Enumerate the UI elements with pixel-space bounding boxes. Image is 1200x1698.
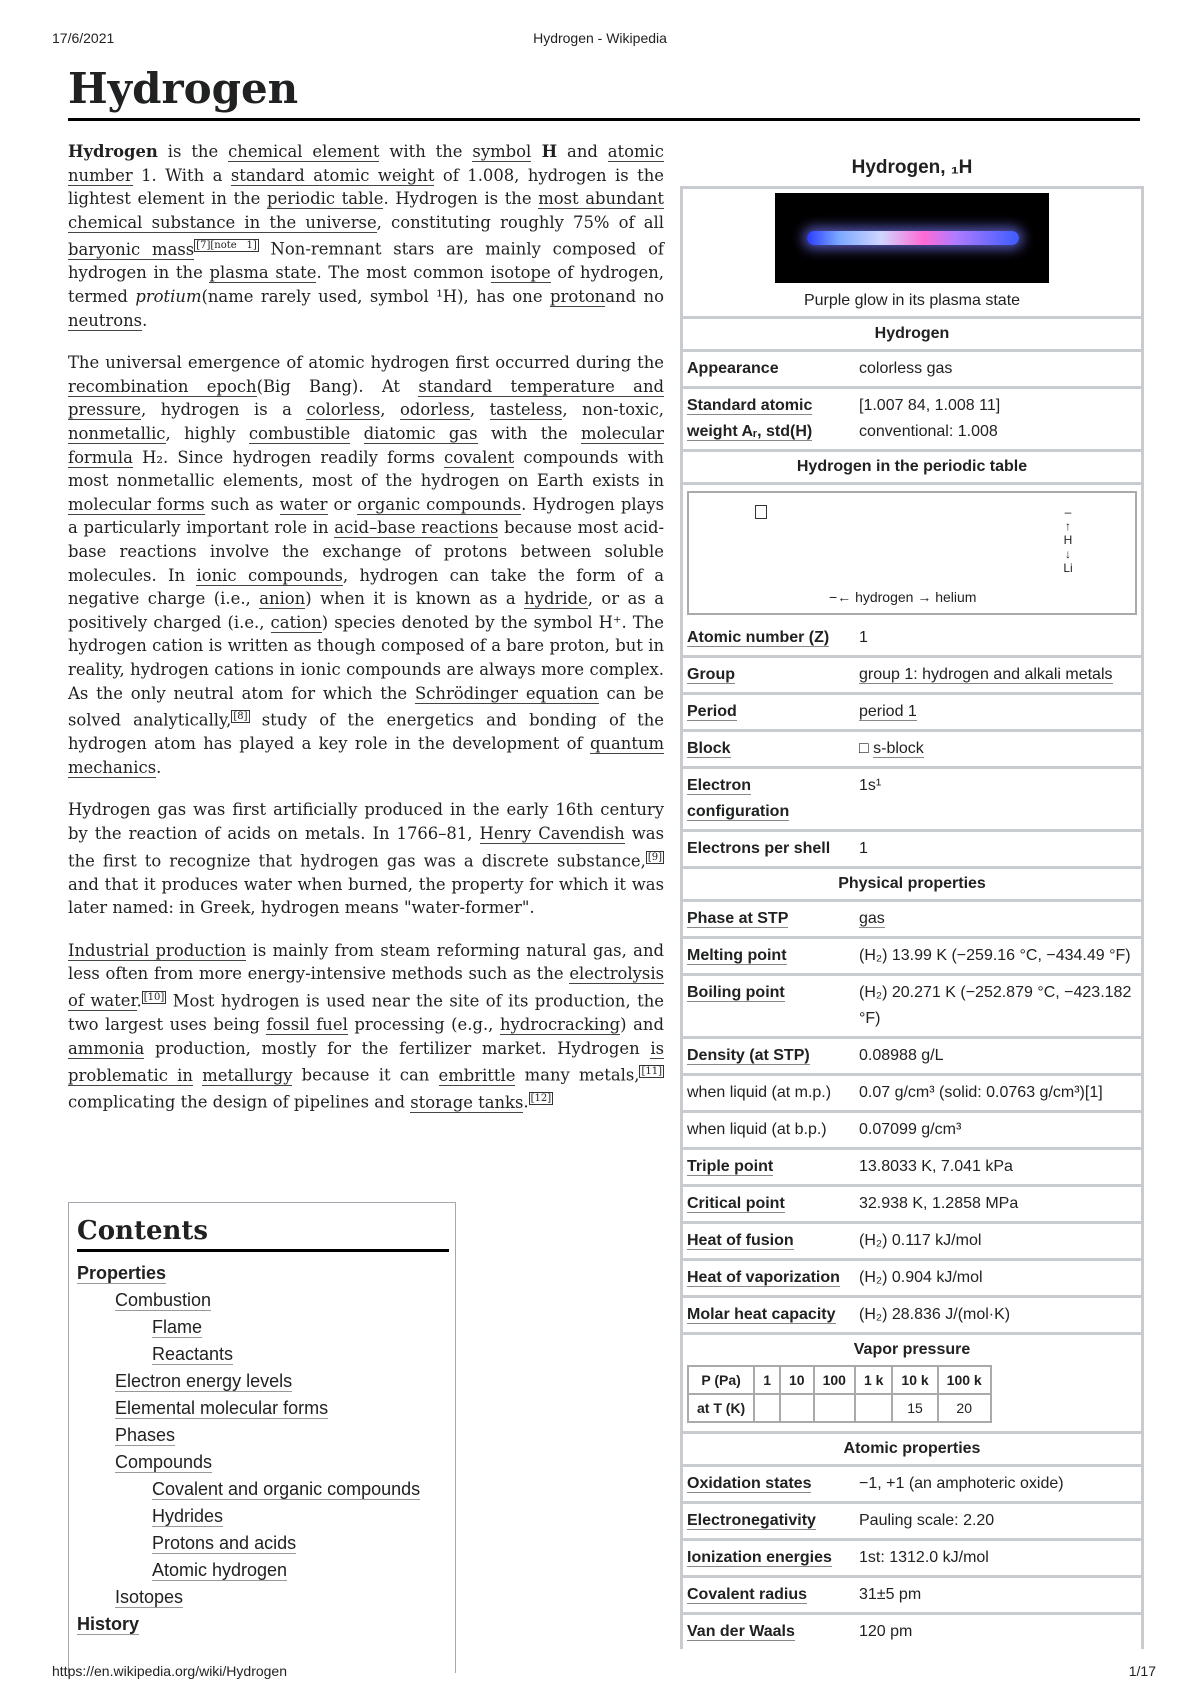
section-vapor: Vapor pressure xyxy=(853,1341,971,1358)
text: . xyxy=(142,310,148,330)
section-periodic-table[interactable]: Hydrogen in the periodic table xyxy=(683,452,1141,485)
row-block xyxy=(683,732,1141,769)
text: because it can xyxy=(292,1065,439,1085)
vapor-cell: 15 xyxy=(892,1394,937,1422)
periodic-column xyxy=(1061,505,1075,575)
text: is the xyxy=(157,142,229,161)
link-nonmetallic[interactable]: nonmetallic xyxy=(68,424,166,443)
row-ionization xyxy=(683,1541,1141,1578)
row-atomic-weight xyxy=(683,389,1141,452)
label-molar-heat[interactable] xyxy=(683,1302,851,1328)
value-atomic-weight-interval: [1.007 84, 1.008 11] xyxy=(859,397,1001,414)
label-electrons-shell: Electrons per shell xyxy=(687,840,831,857)
print-header xyxy=(0,30,1200,50)
toc-item[interactable] xyxy=(77,1584,455,1611)
text: . Hydrogen is the xyxy=(383,189,539,209)
infobox-frame xyxy=(680,186,1144,1649)
vapor-head-pressure: P (Pa) xyxy=(688,1366,754,1394)
symbol-h: H xyxy=(531,142,558,161)
row-atomic-number xyxy=(683,621,1141,658)
link-isotope[interactable]: isotope xyxy=(490,263,551,283)
toc-item[interactable] xyxy=(77,1287,455,1314)
link-henry-cavendish[interactable]: Henry Cavendish xyxy=(479,823,625,843)
link-atomic-number[interactable]: Atomic number (Z) xyxy=(687,629,830,646)
value-electron-config: 1s¹ xyxy=(859,777,882,794)
plasma-glow xyxy=(807,231,1019,245)
text: . xyxy=(156,757,162,777)
toc-item-label[interactable]: History xyxy=(77,1614,140,1634)
value-liquid-mp: 0.07 g/cm³ (solid: 0.0763 g/cm³)[1] xyxy=(859,1084,1103,1101)
row-vdw xyxy=(683,1615,1141,1649)
print-url: https://en.wikipedia.org/wiki/Hydrogen xyxy=(52,1663,288,1679)
link-metallurgy[interactable]: metallurgy xyxy=(202,1065,293,1085)
value-period[interactable] xyxy=(851,699,1141,725)
text: is mainly from steam reforming natural gas, and less often from more energy-intensive methods such as the xyxy=(68,940,665,984)
text: compounds with most nonmetallic elements, most of the hydrogen on Earth exists in xyxy=(68,447,664,491)
row-heat-vap xyxy=(683,1261,1141,1298)
link-oxidation-states[interactable]: Oxidation states xyxy=(687,1475,812,1492)
text: production, mostly for the fertilizer market. Hydrogen xyxy=(144,1038,651,1058)
periodic-table-mini[interactable] xyxy=(687,491,1137,615)
text: The universal emergence of atomic hydrogen first occurred during the xyxy=(68,353,664,373)
label-block[interactable] xyxy=(683,736,851,762)
value-atomic-number: 1 xyxy=(859,629,868,646)
label-vdw[interactable] xyxy=(683,1619,851,1645)
text: ) species denoted by the symbol H⁺. The hydrogen cation is written as though composed of a bare proton, but in reality, hydrogen cations in ionic compounds are always more complex. As the only neutral atom for which the xyxy=(68,612,664,703)
value-melting: (H₂) 13.99 K (−259.16 °C, −434.49 °F) xyxy=(859,947,1131,964)
link-symbol[interactable]: symbol xyxy=(472,142,532,161)
infobox xyxy=(680,150,1144,1649)
vapor-cell xyxy=(855,1394,892,1422)
link-covalent-radius[interactable]: Covalent radius xyxy=(687,1586,808,1603)
link-odorless[interactable]: odorless xyxy=(399,400,470,420)
toc-item-label[interactable]: Protons and acids xyxy=(152,1533,297,1553)
image-caption: Purple glow in its plasma state xyxy=(683,288,1141,319)
text: many metals, xyxy=(515,1065,640,1085)
label-oxidation[interactable] xyxy=(683,1471,851,1497)
link-standard-atomic-weight[interactable]: Standard atomic weight Aᵣ, std(H) xyxy=(687,397,813,440)
vapor-cell: 100 k xyxy=(938,1366,991,1394)
block-square-icon: □ xyxy=(859,740,874,757)
row-liquid-mp xyxy=(683,1076,1141,1113)
text: , or as a positively charged (i.e., xyxy=(68,589,664,632)
link-ammonia[interactable]: ammonia xyxy=(68,1038,145,1058)
down-arrow-icon: ↓ xyxy=(1065,547,1071,561)
row-appearance xyxy=(683,352,1141,389)
value-molar-heat: (H₂) 28.836 J/(mol·K) xyxy=(859,1306,1011,1323)
vapor-cell xyxy=(814,1394,855,1422)
link-van-der-waals[interactable]: Van der Waals xyxy=(687,1623,795,1640)
toc-item[interactable] xyxy=(77,1557,455,1584)
vapor-cell: 10 xyxy=(780,1366,814,1394)
link-acid-base-reactions[interactable]: acid–base reactions xyxy=(334,518,499,538)
text: H₂. Since hydrogen readily forms xyxy=(132,447,445,467)
text: (Big Bang). At xyxy=(256,376,419,396)
link-hydrocracking[interactable]: hydrocracking xyxy=(499,1015,621,1035)
text: . Hydrogen plays a particularly important role in xyxy=(68,494,665,538)
link-phase[interactable]: Phase at STP xyxy=(687,910,789,927)
text: . xyxy=(136,991,142,1011)
link-plasma-state[interactable]: plasma state xyxy=(209,263,317,283)
toc-item-label[interactable]: Hydrides xyxy=(152,1506,224,1526)
link-ionization-energies[interactable]: Ionization energies xyxy=(687,1549,832,1566)
row-boiling xyxy=(683,976,1141,1039)
toc-item[interactable] xyxy=(77,1395,455,1422)
table-of-contents xyxy=(68,1202,456,1673)
infobox-title: Hydrogen, ₁H xyxy=(851,157,973,178)
ref-link[interactable]: [8] xyxy=(233,711,248,723)
link-group-1[interactable]: group 1: hydrogen and alkali metals xyxy=(859,666,1113,683)
link-proton[interactable]: proton xyxy=(550,287,606,307)
link-combustible[interactable]: combustible xyxy=(248,424,351,443)
label-density[interactable] xyxy=(683,1043,851,1069)
text: , hydrogen can take the form of a negative charge (i.e., xyxy=(68,565,664,609)
value-atomic-weight-conventional: conventional: 1.008 xyxy=(859,423,998,440)
link-group[interactable]: Group xyxy=(687,666,735,683)
vapor-cell xyxy=(754,1394,780,1422)
toc-title: Contents xyxy=(77,1213,449,1252)
ref-link[interactable]: [9] xyxy=(647,851,662,863)
bold-term: Hydrogen xyxy=(68,142,158,161)
value-atomic-weight xyxy=(851,393,1141,445)
toc-item-label[interactable]: Electron energy levels xyxy=(115,1371,293,1391)
label-electron-config[interactable] xyxy=(683,773,851,825)
label-group[interactable] xyxy=(683,662,851,688)
ref-link[interactable]: [11] xyxy=(641,1066,663,1078)
text: , non-toxic, xyxy=(562,400,664,420)
toc-item[interactable] xyxy=(77,1476,455,1503)
text xyxy=(350,424,363,443)
row-electron-config xyxy=(683,769,1141,832)
row-melting xyxy=(683,939,1141,976)
link-gas[interactable]: gas xyxy=(859,910,885,927)
text: , hydrogen is a xyxy=(140,400,307,420)
link-organic-compounds[interactable]: organic compounds xyxy=(357,494,522,514)
text: . The most common xyxy=(316,263,491,283)
link-neutrons[interactable]: neutrons xyxy=(68,310,143,330)
link-ionic-compounds[interactable]: ionic compounds xyxy=(196,565,343,585)
toc-list xyxy=(77,1260,455,1638)
link-molar-heat-capacity[interactable]: Molar heat capacity xyxy=(687,1306,836,1323)
text: . xyxy=(523,1092,529,1112)
toc-item[interactable] xyxy=(77,1530,455,1557)
text: 1. With a xyxy=(132,165,231,185)
link-boiling-point[interactable]: Boiling point xyxy=(687,984,785,1001)
text: , xyxy=(469,400,490,420)
text: Hydrogen gas was first artificially produced in the early 16th century by the reaction of acids on metals. In 1766–81, xyxy=(68,800,664,843)
paragraph-1 xyxy=(68,140,664,332)
value-block[interactable] xyxy=(851,736,1141,762)
italic-term: protium xyxy=(135,287,202,307)
text: (name rarely used, symbol ¹H), has one xyxy=(201,287,551,307)
link-chemical-element[interactable]: chemical element xyxy=(228,142,380,161)
periodic-element-h[interactable]: H xyxy=(1063,533,1073,547)
link-hydride[interactable]: hydride xyxy=(524,589,588,609)
link-block[interactable]: Block xyxy=(687,740,731,757)
vapor-wrap xyxy=(683,1365,1141,1434)
row-triple xyxy=(683,1150,1141,1187)
link-heat-of-fusion[interactable]: Heat of fusion xyxy=(687,1232,794,1249)
plasma-tube-image[interactable] xyxy=(775,193,1049,283)
label-appearance: Appearance xyxy=(687,360,779,377)
label-atomic-weight[interactable] xyxy=(683,393,851,445)
section-atomic: Atomic properties xyxy=(683,1434,1141,1467)
link-molecular-formula[interactable]: molecular formula xyxy=(68,424,664,467)
toc-item-label[interactable]: Isotopes xyxy=(115,1587,184,1607)
link-water[interactable]: water xyxy=(279,494,328,514)
link-schrodinger-equation[interactable]: Schrödinger equation xyxy=(414,683,599,703)
value-vdw: 120 pm xyxy=(859,1623,913,1640)
value-critical: 32.938 K, 1.2858 MPa xyxy=(859,1195,1019,1212)
link-diatomic-gas[interactable]: diatomic gas xyxy=(363,424,478,443)
print-title: Hydrogen - Wikipedia xyxy=(533,30,667,46)
paragraph-2 xyxy=(68,351,664,779)
text: and xyxy=(557,142,608,161)
link-covalent[interactable]: covalent xyxy=(444,447,515,467)
row-group xyxy=(683,658,1141,695)
infobox-image-wrap xyxy=(683,189,1141,288)
text: ) and xyxy=(620,1015,664,1035)
vapor-row-pressure xyxy=(688,1366,991,1394)
article-body xyxy=(68,140,664,1133)
link-atomic-number[interactable]: atomic number xyxy=(68,142,664,185)
text: Most hydrogen is used near the site of its production, the two largest uses being xyxy=(68,991,664,1035)
value-group[interactable] xyxy=(851,662,1141,688)
toc-item[interactable] xyxy=(77,1611,455,1638)
toc-item[interactable] xyxy=(77,1449,455,1476)
label-boiling[interactable] xyxy=(683,980,851,1032)
section-physical: Physical properties xyxy=(683,869,1141,902)
value-triple: 13.8033 K, 7.041 kPa xyxy=(859,1158,1013,1175)
toc-item-label[interactable]: Elemental molecular forms xyxy=(115,1398,329,1418)
text: , highly xyxy=(165,424,249,443)
link-periodic-table[interactable]: periodic table xyxy=(267,189,384,209)
label-heat-vap[interactable] xyxy=(683,1265,851,1291)
link-quantum-mechanics[interactable]: quantum mechanics xyxy=(68,734,664,777)
toc-item[interactable] xyxy=(77,1314,455,1341)
label-period[interactable] xyxy=(683,699,851,725)
vapor-row-temperature xyxy=(688,1394,991,1422)
toc-item-label[interactable]: Covalent and organic compounds xyxy=(152,1479,421,1499)
link-electron-configuration[interactable]: Electron configuration xyxy=(687,777,790,820)
row-heat-fusion xyxy=(683,1224,1141,1261)
link-molecular-forms[interactable]: molecular forms xyxy=(68,494,205,514)
toc-item[interactable] xyxy=(77,1503,455,1530)
periodic-element-li[interactable]: Li xyxy=(1063,561,1073,575)
link-cation[interactable]: cation xyxy=(270,612,322,632)
row-oxidation xyxy=(683,1467,1141,1504)
link-storage-tanks[interactable]: storage tanks xyxy=(410,1092,524,1112)
row-density xyxy=(683,1039,1141,1076)
label-critical[interactable] xyxy=(683,1191,851,1217)
value-density: 0.08988 g/L xyxy=(859,1047,944,1064)
text: with the xyxy=(379,142,473,161)
label-melting[interactable] xyxy=(683,943,851,969)
link-triple-point[interactable]: Triple point xyxy=(687,1158,774,1175)
text: ) when it is known as a xyxy=(305,589,525,609)
text: , xyxy=(380,400,400,420)
toc-item-label[interactable]: Combustion xyxy=(115,1290,212,1310)
link-heat-of-vaporization[interactable]: Heat of vaporization xyxy=(687,1269,840,1286)
up-arrow-icon: ↑ xyxy=(1065,519,1071,533)
link-fossil-fuel[interactable]: fossil fuel xyxy=(266,1015,348,1035)
link-tasteless[interactable]: tasteless xyxy=(489,400,563,420)
row-electrons-shell xyxy=(683,832,1141,869)
toc-item-label[interactable]: Flame xyxy=(152,1317,203,1337)
value-phase[interactable] xyxy=(851,906,1141,932)
value-boiling: (H₂) 20.271 K (−252.879 °C, −423.182 °F) xyxy=(859,984,1132,1027)
periodic-dash: – xyxy=(1064,505,1072,519)
toc-item[interactable] xyxy=(77,1422,455,1449)
label-heat-fusion[interactable] xyxy=(683,1228,851,1254)
link-electronegativity[interactable]: Electronegativity xyxy=(687,1512,816,1529)
paragraph-4 xyxy=(68,939,664,1115)
print-date: 17/6/2021 xyxy=(52,30,115,46)
periodic-nav[interactable]: −← hydrogen → helium xyxy=(829,589,977,605)
value-electrons-shell: 1 xyxy=(859,840,868,857)
text: of 1.008, hydrogen is the lightest element in the xyxy=(68,165,664,209)
link-melting-point[interactable]: Melting point xyxy=(687,947,787,964)
link-abundance[interactable]: most abundant chemical substance in the universe xyxy=(68,189,665,232)
vapor-cell: 100 xyxy=(814,1366,855,1394)
link-colorless[interactable]: colorless xyxy=(306,400,381,420)
value-appearance: colorless gas xyxy=(859,360,953,377)
ref-link[interactable]: [10] xyxy=(143,992,165,1003)
text: with the xyxy=(477,424,582,443)
vapor-cell: 1 k xyxy=(855,1366,892,1394)
row-covalent xyxy=(683,1578,1141,1615)
value-ionization: 1st: 1312.0 kJ/mol xyxy=(859,1549,989,1566)
label-atomic-number[interactable] xyxy=(683,625,851,651)
toc-item-label[interactable]: Properties xyxy=(77,1263,167,1283)
text: such as xyxy=(204,494,280,514)
row-critical xyxy=(683,1187,1141,1224)
value-covalent: 31±5 pm xyxy=(859,1586,922,1603)
link-electrolysis-of-water[interactable]: electrolysis of water xyxy=(68,964,664,1011)
toc-item[interactable] xyxy=(77,1368,455,1395)
vapor-head-temperature: at T (K) xyxy=(688,1394,754,1422)
value-liquid-bp: 0.07099 g/cm³ xyxy=(859,1121,962,1138)
ref-link[interactable]: [7][note 1] xyxy=(196,240,257,252)
text xyxy=(193,1066,202,1085)
label-electronegativity[interactable] xyxy=(683,1508,851,1534)
text: processing (e.g., xyxy=(347,1015,500,1035)
text: complicating the design of pipelines and xyxy=(68,1092,411,1112)
print-footer xyxy=(0,1663,1200,1683)
link-period[interactable]: Period xyxy=(687,703,737,720)
vapor-pressure-table xyxy=(687,1365,992,1423)
text: , constituting roughly 75% of all xyxy=(376,212,664,232)
ref-link[interactable]: [12] xyxy=(530,1093,552,1105)
toc-item-label[interactable]: Atomic hydrogen xyxy=(152,1560,288,1580)
vapor-cell: 1 xyxy=(754,1366,780,1394)
label-ionization[interactable] xyxy=(683,1545,851,1571)
link-standard-atomic-weight[interactable]: standard atomic weight xyxy=(230,165,435,185)
link-problematic[interactable]: is problematic in xyxy=(68,1038,664,1085)
paragraph-3 xyxy=(68,798,664,919)
toc-item-label[interactable]: Compounds xyxy=(115,1452,213,1472)
text: because most acid-base reactions involve the exchange of protons between soluble molecules. In xyxy=(68,518,664,585)
link-embrittle[interactable]: embrittle xyxy=(438,1065,516,1085)
row-liquid-bp xyxy=(683,1113,1141,1150)
row-phase xyxy=(683,902,1141,939)
section-hydrogen: Hydrogen xyxy=(683,319,1141,352)
link-industrial-production[interactable]: Industrial production xyxy=(68,940,247,960)
label-liquid-bp: when liquid (at b.p.) xyxy=(687,1121,827,1138)
row-molar-heat xyxy=(683,1298,1141,1335)
text: and no xyxy=(605,287,664,307)
row-period xyxy=(683,695,1141,732)
value-oxidation: −1, +1 (an amphoteric oxide) xyxy=(859,1475,1064,1492)
toc-item[interactable] xyxy=(77,1260,455,1287)
link-baryonic-mass[interactable]: baryonic mass xyxy=(68,239,195,259)
value-heat-fusion: (H₂) 0.117 kJ/mol xyxy=(859,1232,982,1249)
link-critical-point[interactable]: Critical point xyxy=(687,1195,785,1212)
print-page-number: 1/17 xyxy=(1128,1663,1156,1679)
text: was the first to recognize that hydrogen gas was a discrete substance, xyxy=(68,823,664,871)
link-stp[interactable]: standard temperature and pressure xyxy=(68,376,664,420)
vapor-cell xyxy=(780,1394,814,1422)
text: or xyxy=(327,494,358,514)
row-electronegativity xyxy=(683,1504,1141,1541)
toc-item-label[interactable]: Reactants xyxy=(152,1344,234,1364)
value-electronegativity: Pauling scale: 2.20 xyxy=(859,1512,995,1529)
link-recombination-epoch[interactable]: recombination epoch xyxy=(68,376,257,396)
value-heat-vap: (H₂) 0.904 kJ/mol xyxy=(859,1269,983,1286)
label-covalent[interactable] xyxy=(683,1582,851,1608)
link-anion[interactable]: anion xyxy=(259,589,306,609)
vapor-cell: 10 k xyxy=(892,1366,937,1394)
label-liquid-mp: when liquid (at m.p.) xyxy=(687,1084,832,1101)
text: and that it produces water when burned, the property for which it was later named: in Greek, hydrogen means "water-former". xyxy=(68,874,664,918)
link-density[interactable]: Density (at STP) xyxy=(687,1047,810,1064)
page-title: Hydrogen xyxy=(68,60,1140,121)
text: can be solved analytically, xyxy=(68,683,664,730)
toc-item[interactable] xyxy=(77,1341,455,1368)
vapor-cell: 20 xyxy=(938,1394,991,1422)
periodic-cell-icon xyxy=(755,505,767,519)
label-phase[interactable] xyxy=(683,906,851,932)
text: of hydrogen, termed xyxy=(68,263,664,307)
text: Non-remnant stars are mainly composed of hydrogen in the xyxy=(68,239,664,283)
label-triple[interactable] xyxy=(683,1154,851,1180)
link-s-block[interactable]: s-block xyxy=(873,740,924,757)
text: study of the energetics and bonding of the hydrogen atom has played a key role in the development of xyxy=(68,710,665,754)
toc-item-label[interactable]: Phases xyxy=(115,1425,176,1445)
link-period-1[interactable]: period 1 xyxy=(859,703,917,720)
